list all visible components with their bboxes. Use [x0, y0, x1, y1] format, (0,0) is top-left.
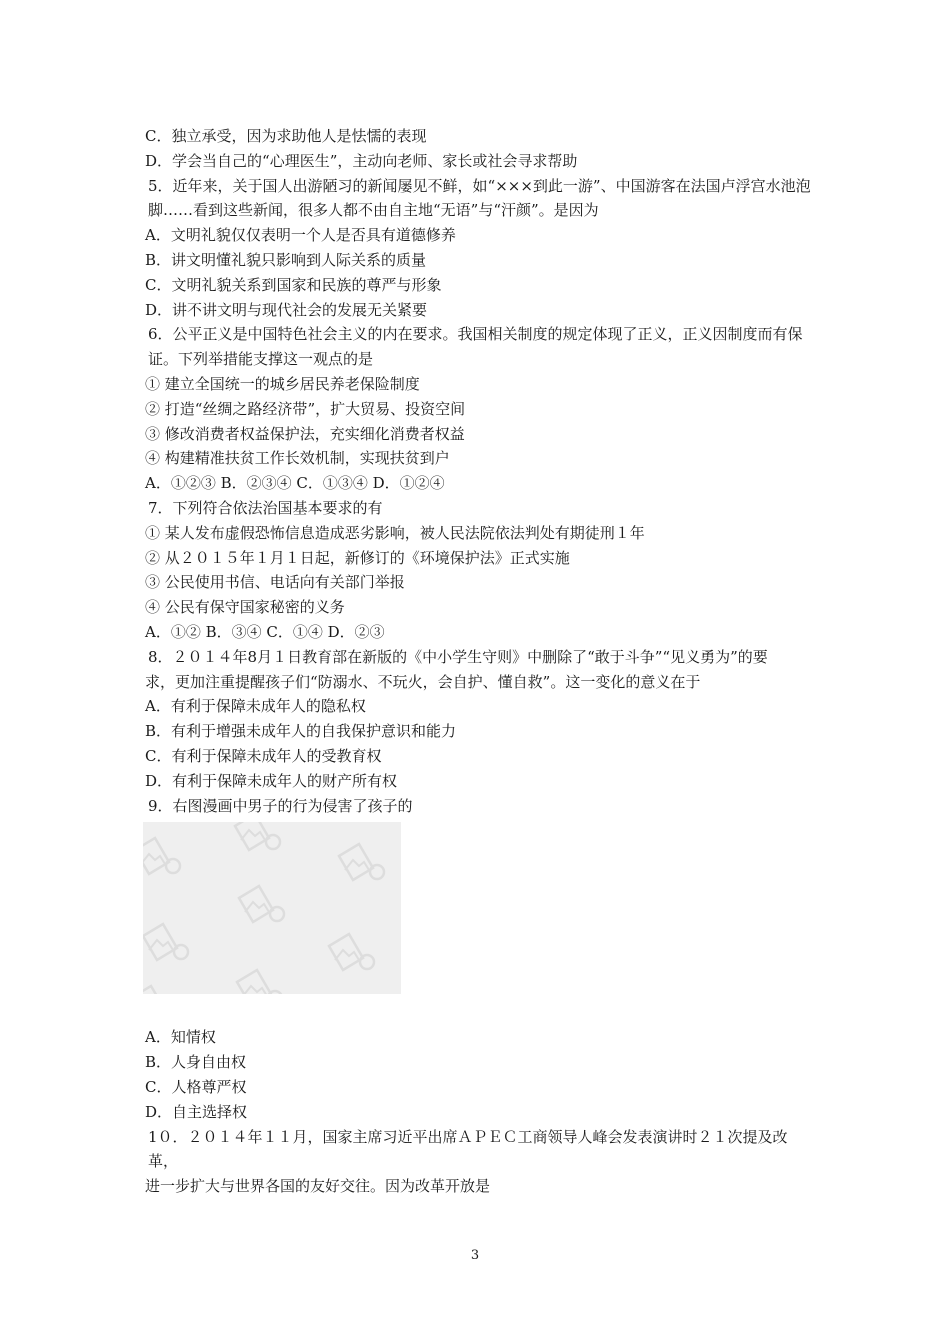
- text-line: D．学会当自己的“心理医生”，主动向老师、家长或社会寻求帮助: [145, 151, 578, 170]
- text-line: ② 从２０１５年１月１日起，新修订的《环境保护法》正式实施: [145, 548, 570, 567]
- text-line: B．讲文明懂礼貌只影响到人际关系的质量: [145, 250, 427, 269]
- text-line: B．人身自由权: [145, 1053, 247, 1072]
- text-line: A．①② B．③④ C．①④ D．②③: [145, 622, 385, 641]
- text-line: D．自主选择权: [145, 1102, 248, 1121]
- text-line: A．①②③ B．②③④ C．①③④ D．①②④: [145, 474, 445, 493]
- text-line: 7．下列符合依法治国基本要求的有: [148, 498, 383, 517]
- text-line: B．有利于增强未成年人的自我保护意识和能力: [145, 722, 457, 741]
- text-line: A．知情权: [145, 1028, 216, 1047]
- text-line: ④ 公民有保守国家秘密的义务: [145, 598, 345, 617]
- cartoon-image-placeholder: [143, 822, 401, 994]
- text-line: 求，更加注重提醒孩子们“防溺水、不玩火，会自护、懂自救”。这一变化的意义在于: [145, 672, 701, 691]
- document-body: [145, 124, 815, 1199]
- text-line: D．讲不讲文明与现代社会的发展无关紧要: [145, 300, 428, 319]
- text-line: 9．右图漫画中男子的行为侵害了孩子的: [148, 796, 413, 815]
- text-line: C．文明礼貌关系到国家和民族的尊严与形象: [145, 275, 442, 294]
- text-line: 5．近年来，关于国人出游陋习的新闻屡见不鲜，如“×××到此一游”、中国游客在法国卢浮宫水池泡脚……看到这些新闻，很多人都不由自主地“无语”与“汗颜”。是因为: [148, 176, 811, 220]
- text-line: A．文明礼貌仅仅表明一个人是否具有道德修养: [145, 226, 456, 245]
- image-placeholder-icon: [143, 822, 401, 994]
- text-line: 8．２０１４年8月１日教育部在新版的《中小学生守则》中删除了“敢于斗争”“见义勇为”的要: [148, 647, 768, 666]
- text-line: ① 建立全国统一的城乡居民养老保险制度: [145, 374, 420, 393]
- text-line: A．有利于保障未成年人的隐私权: [145, 697, 366, 716]
- text-line: 1０．２０１４年１１月，国家主席习近平出席ＡＰＥＣ工商领导人峰会发表演讲时２１次提及改革，: [148, 1127, 788, 1171]
- question-text-block-2: [145, 1025, 815, 1199]
- text-line: D．有利于保障未成年人的财产所有权: [145, 771, 398, 790]
- text-line: C．人格尊严权: [145, 1077, 247, 1096]
- text-line: ③ 修改消费者权益保护法，充实细化消费者权益: [145, 424, 465, 443]
- text-line: ④ 构建精准扶贫工作长效机制，实现扶贫到户: [145, 449, 450, 468]
- text-line: C．有利于保障未成年人的受教育权: [145, 746, 382, 765]
- text-line: ② 打造“丝绸之路经济带”，扩大贸易、投资空间: [145, 399, 466, 418]
- page-number: 3: [470, 1248, 480, 1263]
- text-line: C．独立承受，因为求助他人是怯懦的表现: [145, 127, 427, 145]
- text-line: ① 某人发布虚假恐怖信息造成恶劣影响，被人民法院依法判处有期徒刑１年: [145, 523, 645, 542]
- text-line: 6．公平正义是中国特色社会主义的内在要求。我国相关制度的规定体现了正义，正义因制度而有保证。下列举措能支撑这一观点的是: [148, 325, 803, 369]
- question-text-block-1: [145, 124, 815, 818]
- text-line: ③ 公民使用书信、电话向有关部门举报: [145, 573, 405, 592]
- text-line: 进一步扩大与世界各国的友好交往。因为改革开放是: [145, 1177, 491, 1196]
